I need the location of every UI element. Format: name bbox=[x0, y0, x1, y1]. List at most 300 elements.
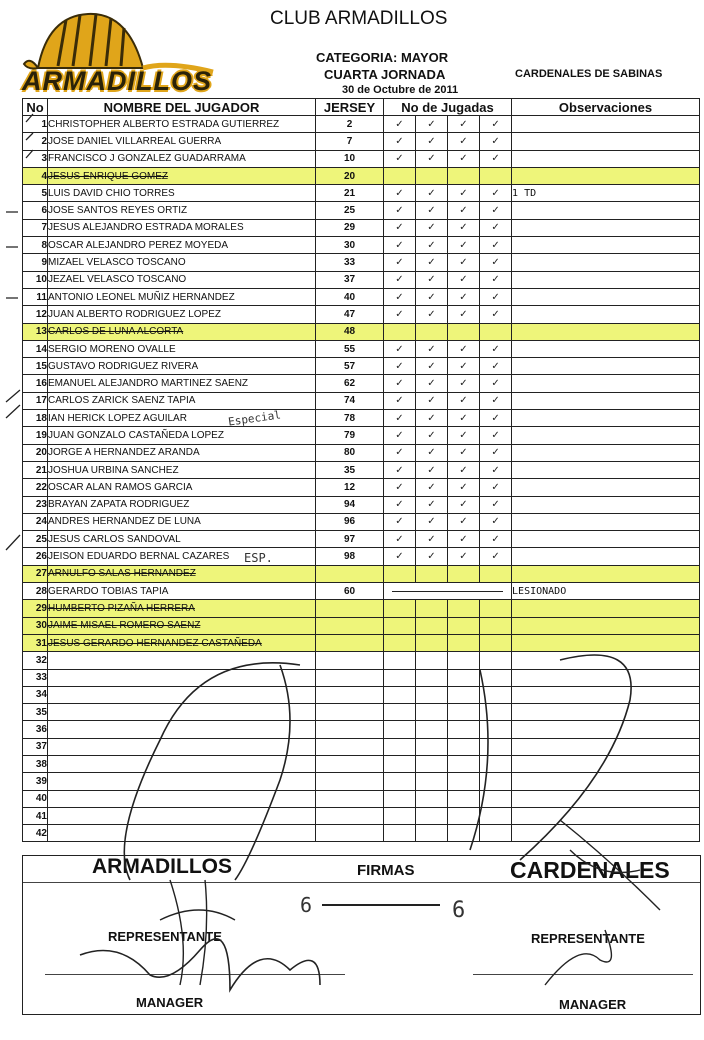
play-check-cell bbox=[384, 755, 416, 772]
play-check-cell: ✓ bbox=[448, 116, 480, 133]
player-number: 22 bbox=[23, 479, 48, 496]
player-jersey bbox=[316, 686, 384, 703]
play-check-cell bbox=[384, 323, 416, 340]
player-number: 32 bbox=[23, 652, 48, 669]
play-check-cell bbox=[448, 634, 480, 651]
player-name: JAIME MISAEL ROMERO SAENZ bbox=[48, 620, 201, 632]
play-check-cell bbox=[448, 652, 480, 669]
play-check-cell: ✓ bbox=[448, 306, 480, 323]
play-check-cell: ✓ bbox=[384, 427, 416, 444]
play-check-cell: ✓ bbox=[416, 548, 448, 565]
player-observation bbox=[512, 358, 700, 375]
player-number: 2 bbox=[23, 133, 48, 150]
table-row bbox=[23, 565, 700, 582]
player-name-cell bbox=[48, 721, 316, 738]
player-jersey bbox=[316, 790, 384, 807]
player-name-cell bbox=[48, 116, 316, 133]
play-check-cell: ✓ bbox=[384, 548, 416, 565]
play-check-cell: ✓ bbox=[480, 358, 512, 375]
play-check-cell: ✓ bbox=[384, 410, 416, 427]
player-name-cell bbox=[48, 202, 316, 219]
player-name-cell bbox=[48, 496, 316, 513]
table-row bbox=[23, 219, 700, 236]
play-check-cell bbox=[416, 721, 448, 738]
match-date: 30 de Octubre de 2011 bbox=[342, 84, 459, 96]
play-check-cell bbox=[384, 721, 416, 738]
round-label: CUARTA JORNADA bbox=[324, 67, 446, 82]
player-name: JESUS ENRIQUE GOMEZ bbox=[48, 170, 169, 182]
player-number: 29 bbox=[23, 600, 48, 617]
player-number: 16 bbox=[23, 375, 48, 392]
play-check-cell: ✓ bbox=[448, 513, 480, 530]
play-check-cell: ✓ bbox=[384, 288, 416, 305]
player-observation bbox=[512, 617, 700, 634]
player-name: ARNULFO SALAS HERNANDEZ bbox=[48, 568, 196, 580]
player-name: CARLOS DE LUNA ALCORTA bbox=[48, 326, 184, 338]
player-jersey bbox=[316, 669, 384, 686]
play-check-cell: ✓ bbox=[480, 410, 512, 427]
player-name: LUIS DAVID CHIO TORRES bbox=[48, 187, 175, 199]
player-number: 31 bbox=[23, 634, 48, 651]
player-name: MIZAEL VELASCO TOSCANO bbox=[48, 257, 186, 269]
player-observation bbox=[512, 444, 700, 461]
play-check-cell bbox=[384, 617, 416, 634]
player-jersey: 40 bbox=[316, 288, 384, 305]
play-check-cell bbox=[416, 652, 448, 669]
play-check-cell bbox=[448, 738, 480, 755]
player-observation bbox=[512, 323, 700, 340]
play-check-cell bbox=[480, 565, 512, 582]
play-check-cell bbox=[448, 704, 480, 721]
player-number: 13 bbox=[23, 323, 48, 340]
play-check-cell: ✓ bbox=[416, 254, 448, 271]
play-check-cell bbox=[416, 773, 448, 790]
play-check-cell bbox=[384, 825, 416, 842]
header-plays: No de Jugadas bbox=[384, 99, 512, 116]
player-observation bbox=[512, 634, 700, 651]
player-name-cell bbox=[48, 167, 316, 184]
play-check-cell: ✓ bbox=[384, 271, 416, 288]
player-jersey bbox=[316, 738, 384, 755]
player-name-cell bbox=[48, 531, 316, 548]
header-jersey: JERSEY bbox=[316, 99, 384, 116]
player-jersey: 25 bbox=[316, 202, 384, 219]
play-check-cell: ✓ bbox=[416, 427, 448, 444]
play-check-cell bbox=[448, 617, 480, 634]
play-check-cell bbox=[416, 686, 448, 703]
handwritten-especial-note: Especial bbox=[227, 408, 282, 429]
play-check-cell bbox=[384, 634, 416, 651]
player-name-cell bbox=[48, 669, 316, 686]
play-check-cell: ✓ bbox=[480, 133, 512, 150]
play-check-cell bbox=[480, 634, 512, 651]
play-check-cell: ✓ bbox=[384, 358, 416, 375]
player-observation bbox=[512, 167, 700, 184]
play-check-cell: ✓ bbox=[448, 461, 480, 478]
play-check-cell: ✓ bbox=[480, 271, 512, 288]
player-name-cell bbox=[48, 271, 316, 288]
play-check-cell: ✓ bbox=[384, 444, 416, 461]
play-check-cell: ✓ bbox=[480, 254, 512, 271]
table-row bbox=[23, 548, 700, 565]
player-observation bbox=[512, 600, 700, 617]
player-observation bbox=[512, 513, 700, 530]
play-check-cell: ✓ bbox=[416, 358, 448, 375]
play-check-cell: ✓ bbox=[480, 306, 512, 323]
player-name-cell bbox=[48, 375, 316, 392]
play-check-cell bbox=[416, 755, 448, 772]
play-check-cell: ✓ bbox=[416, 237, 448, 254]
player-number: 20 bbox=[23, 444, 48, 461]
play-check-cell bbox=[480, 669, 512, 686]
play-check-cell bbox=[480, 600, 512, 617]
player-number: 23 bbox=[23, 496, 48, 513]
player-name: OSCAR ALEJANDRO PEREZ MOYEDA bbox=[48, 239, 229, 251]
table-row bbox=[23, 427, 700, 444]
player-name-cell bbox=[48, 461, 316, 478]
table-row bbox=[23, 773, 700, 790]
player-name-cell bbox=[48, 617, 316, 634]
player-number: 18 bbox=[23, 410, 48, 427]
table-row bbox=[23, 237, 700, 254]
player-name: GUSTAVO RODRIGUEZ RIVERA bbox=[48, 360, 199, 372]
player-jersey bbox=[316, 600, 384, 617]
player-jersey: 98 bbox=[316, 548, 384, 565]
play-check-cell bbox=[416, 738, 448, 755]
player-name: OSCAR ALAN RAMOS GARCIA bbox=[48, 481, 193, 493]
play-check-cell: ✓ bbox=[480, 150, 512, 167]
player-jersey bbox=[316, 652, 384, 669]
play-check-cell: ✓ bbox=[480, 116, 512, 133]
player-jersey: 74 bbox=[316, 392, 384, 409]
play-check-cell: ✓ bbox=[416, 479, 448, 496]
player-observation bbox=[512, 427, 700, 444]
play-check-cell bbox=[416, 807, 448, 824]
player-name: EMANUEL ALEJANDRO MARTINEZ SAENZ bbox=[48, 378, 249, 390]
player-name: FRANCISCO J GONZALEZ GUADARRAMA bbox=[48, 153, 246, 165]
player-observation bbox=[512, 565, 700, 582]
play-check-cell: ✓ bbox=[384, 237, 416, 254]
play-check-cell bbox=[416, 634, 448, 651]
player-jersey: 55 bbox=[316, 340, 384, 357]
play-check-cell: ✓ bbox=[448, 444, 480, 461]
player-name-cell bbox=[48, 219, 316, 236]
play-check-cell: ✓ bbox=[480, 375, 512, 392]
player-observation bbox=[512, 548, 700, 565]
play-check-cell: ✓ bbox=[384, 340, 416, 357]
play-check-cell bbox=[384, 600, 416, 617]
play-check-cell: ✓ bbox=[416, 185, 448, 202]
play-check-cell: ✓ bbox=[416, 375, 448, 392]
play-check-cell bbox=[448, 807, 480, 824]
play-check-cell: ✓ bbox=[448, 133, 480, 150]
table-row bbox=[23, 634, 700, 651]
play-check-cell: ✓ bbox=[384, 306, 416, 323]
player-jersey: 97 bbox=[316, 531, 384, 548]
player-number: 14 bbox=[23, 340, 48, 357]
logo-text: ARMADILLOS bbox=[22, 66, 212, 96]
player-name-cell bbox=[48, 773, 316, 790]
play-check-cell bbox=[416, 669, 448, 686]
play-check-cell: ✓ bbox=[416, 461, 448, 478]
play-check-cell bbox=[448, 686, 480, 703]
play-check-cell: ✓ bbox=[480, 185, 512, 202]
play-check-cell: ✓ bbox=[416, 444, 448, 461]
play-check-cell bbox=[384, 704, 416, 721]
play-check-cell: ✓ bbox=[416, 306, 448, 323]
play-check-cell: ✓ bbox=[480, 513, 512, 530]
play-check-cell: ✓ bbox=[384, 375, 416, 392]
table-row bbox=[23, 583, 700, 600]
player-jersey: 60 bbox=[316, 583, 384, 600]
player-jersey: 7 bbox=[316, 133, 384, 150]
player-number: 33 bbox=[23, 669, 48, 686]
player-observation bbox=[512, 669, 700, 686]
player-number: 19 bbox=[23, 427, 48, 444]
player-jersey: 79 bbox=[316, 427, 384, 444]
play-check-cell: ✓ bbox=[416, 150, 448, 167]
player-name-cell bbox=[48, 704, 316, 721]
play-check-cell: ✓ bbox=[384, 531, 416, 548]
table-row bbox=[23, 755, 700, 772]
player-name-cell bbox=[48, 185, 316, 202]
player-number: 35 bbox=[23, 704, 48, 721]
player-jersey bbox=[316, 825, 384, 842]
opponent-name: CARDENALES DE SABINAS bbox=[515, 68, 663, 80]
player-name: ANTONIO LEONEL MUÑIZ HERNANDEZ bbox=[48, 291, 235, 303]
play-check-cell: ✓ bbox=[416, 340, 448, 357]
play-check-cell: ✓ bbox=[480, 288, 512, 305]
player-observation bbox=[512, 721, 700, 738]
player-jersey: 21 bbox=[316, 185, 384, 202]
player-observation bbox=[512, 202, 700, 219]
player-observation bbox=[512, 340, 700, 357]
play-check-cell: ✓ bbox=[480, 496, 512, 513]
play-check-cell bbox=[448, 790, 480, 807]
play-check-cell: ✓ bbox=[480, 427, 512, 444]
play-check-cell bbox=[480, 167, 512, 184]
player-number: 12 bbox=[23, 306, 48, 323]
play-check-cell: ✓ bbox=[384, 479, 416, 496]
table-row bbox=[23, 150, 700, 167]
player-name-cell bbox=[48, 686, 316, 703]
play-check-cell bbox=[480, 790, 512, 807]
plays-dash bbox=[392, 591, 503, 592]
player-number: 5 bbox=[23, 185, 48, 202]
play-check-cell: ✓ bbox=[416, 392, 448, 409]
play-check-cell: ✓ bbox=[480, 340, 512, 357]
player-name-cell bbox=[48, 323, 316, 340]
table-row bbox=[23, 271, 700, 288]
player-number: 1 bbox=[23, 116, 48, 133]
player-observation bbox=[512, 271, 700, 288]
player-number: 41 bbox=[23, 807, 48, 824]
player-observation bbox=[512, 410, 700, 427]
player-name: JOSE SANTOS REYES ORTIZ bbox=[48, 205, 188, 217]
player-jersey bbox=[316, 721, 384, 738]
player-jersey: 48 bbox=[316, 323, 384, 340]
play-check-cell bbox=[448, 167, 480, 184]
play-check-cell: ✓ bbox=[448, 202, 480, 219]
play-check-cell bbox=[384, 167, 416, 184]
player-jersey: 78 bbox=[316, 410, 384, 427]
player-observation bbox=[512, 704, 700, 721]
player-number: 36 bbox=[23, 721, 48, 738]
player-jersey bbox=[316, 807, 384, 824]
play-check-cell bbox=[384, 652, 416, 669]
player-number: 17 bbox=[23, 392, 48, 409]
player-jersey bbox=[316, 617, 384, 634]
play-check-cell: ✓ bbox=[448, 496, 480, 513]
table-row bbox=[23, 323, 700, 340]
player-jersey: 30 bbox=[316, 237, 384, 254]
player-observation bbox=[512, 288, 700, 305]
table-row bbox=[23, 461, 700, 478]
player-name-cell bbox=[48, 427, 316, 444]
table-row bbox=[23, 167, 700, 184]
player-name-cell bbox=[48, 738, 316, 755]
play-check-cell: ✓ bbox=[416, 271, 448, 288]
player-name-cell bbox=[48, 133, 316, 150]
play-check-cell bbox=[480, 652, 512, 669]
player-name-cell bbox=[48, 755, 316, 772]
player-number: 8 bbox=[23, 237, 48, 254]
play-check-cell bbox=[416, 565, 448, 582]
table-row bbox=[23, 652, 700, 669]
player-number: 37 bbox=[23, 738, 48, 755]
play-check-cell: ✓ bbox=[448, 479, 480, 496]
play-check-cell bbox=[480, 738, 512, 755]
table-row bbox=[23, 496, 700, 513]
table-row bbox=[23, 790, 700, 807]
player-number: 34 bbox=[23, 686, 48, 703]
club-title: CLUB ARMADILLOS bbox=[270, 8, 448, 29]
player-jersey: 37 bbox=[316, 271, 384, 288]
play-check-cell: ✓ bbox=[448, 254, 480, 271]
player-observation bbox=[512, 375, 700, 392]
play-check-cell: ✓ bbox=[384, 254, 416, 271]
player-observation bbox=[512, 461, 700, 478]
play-check-cell: ✓ bbox=[384, 150, 416, 167]
play-check-cell: ✓ bbox=[448, 375, 480, 392]
table-row bbox=[23, 306, 700, 323]
table-row bbox=[23, 288, 700, 305]
table-row bbox=[23, 825, 700, 842]
play-check-cell bbox=[448, 323, 480, 340]
play-check-cell: ✓ bbox=[448, 288, 480, 305]
player-name: JOSE DANIEL VILLARREAL GUERRA bbox=[48, 135, 222, 147]
player-name-cell bbox=[48, 825, 316, 842]
table-row bbox=[23, 133, 700, 150]
home-manager-label: MANAGER bbox=[136, 995, 204, 1010]
player-name-cell bbox=[48, 807, 316, 824]
play-check-cell bbox=[384, 807, 416, 824]
player-name: HUMBERTO PIZAÑA HERRERA bbox=[48, 602, 195, 614]
play-check-cell bbox=[480, 704, 512, 721]
player-name: JUAN GONZALO CASTAÑEDA LOPEZ bbox=[48, 429, 224, 441]
table-row bbox=[23, 410, 700, 427]
away-team-signature-title: CARDENALES bbox=[510, 857, 670, 883]
play-check-cell bbox=[480, 323, 512, 340]
player-name-cell bbox=[48, 392, 316, 409]
player-jersey: 47 bbox=[316, 306, 384, 323]
away-manager-label: MANAGER bbox=[559, 997, 627, 1012]
player-name-cell bbox=[48, 583, 316, 600]
play-check-cell bbox=[384, 669, 416, 686]
play-check-cell bbox=[448, 565, 480, 582]
player-name-cell bbox=[48, 306, 316, 323]
player-name: ANDRES HERNANDEZ DE LUNA bbox=[48, 516, 201, 528]
play-check-cell bbox=[384, 686, 416, 703]
player-jersey: 35 bbox=[316, 461, 384, 478]
play-check-cell: ✓ bbox=[384, 392, 416, 409]
player-jersey: 96 bbox=[316, 513, 384, 530]
play-check-cell: ✓ bbox=[448, 392, 480, 409]
player-number: 4 bbox=[23, 167, 48, 184]
play-check-cell bbox=[384, 790, 416, 807]
player-jersey: 29 bbox=[316, 219, 384, 236]
table-row bbox=[23, 358, 700, 375]
plays-dash-cell bbox=[384, 583, 512, 600]
player-observation bbox=[512, 219, 700, 236]
player-name: BRAYAN ZAPATA RODRIGUEZ bbox=[48, 499, 190, 511]
play-check-cell bbox=[480, 807, 512, 824]
player-observation bbox=[512, 790, 700, 807]
play-check-cell: ✓ bbox=[480, 219, 512, 236]
player-name-cell bbox=[48, 634, 316, 651]
player-jersey bbox=[316, 565, 384, 582]
player-number: 10 bbox=[23, 271, 48, 288]
play-check-cell: ✓ bbox=[480, 202, 512, 219]
table-row bbox=[23, 617, 700, 634]
player-name-cell bbox=[48, 548, 316, 565]
player-name: JUAN ALBERTO RODRIGUEZ LOPEZ bbox=[48, 308, 222, 320]
player-name: SERGIO MORENO OVALLE bbox=[48, 343, 176, 355]
player-name-cell bbox=[48, 652, 316, 669]
player-number: 27 bbox=[23, 565, 48, 582]
play-check-cell: ✓ bbox=[416, 496, 448, 513]
player-number: 3 bbox=[23, 150, 48, 167]
player-observation: 1 TD bbox=[512, 185, 700, 202]
player-number: 24 bbox=[23, 513, 48, 530]
player-observation bbox=[512, 116, 700, 133]
header-player-name: NOMBRE DEL JUGADOR bbox=[48, 99, 316, 116]
player-jersey bbox=[316, 634, 384, 651]
table-row bbox=[23, 600, 700, 617]
player-observation bbox=[512, 254, 700, 271]
play-check-cell: ✓ bbox=[416, 219, 448, 236]
play-check-cell bbox=[480, 686, 512, 703]
player-observation bbox=[512, 738, 700, 755]
header-no: No bbox=[23, 99, 48, 116]
player-number: 38 bbox=[23, 755, 48, 772]
player-name: IAN HERICK LOPEZ AGUILAR bbox=[48, 412, 187, 424]
play-check-cell bbox=[448, 669, 480, 686]
player-name: JEZAEL VELASCO TOSCANO bbox=[48, 274, 187, 286]
play-check-cell: ✓ bbox=[384, 513, 416, 530]
player-jersey: 12 bbox=[316, 479, 384, 496]
header-observations: Observaciones bbox=[512, 99, 700, 116]
play-check-cell: ✓ bbox=[384, 133, 416, 150]
table-row bbox=[23, 669, 700, 686]
table-row bbox=[23, 392, 700, 409]
player-number: 42 bbox=[23, 825, 48, 842]
player-name-cell bbox=[48, 254, 316, 271]
player-name: GERARDO TOBIAS TAPIA bbox=[48, 585, 169, 597]
handwritten-score-away: 6 bbox=[452, 898, 466, 923]
play-check-cell: ✓ bbox=[448, 410, 480, 427]
play-check-cell: ✓ bbox=[416, 513, 448, 530]
